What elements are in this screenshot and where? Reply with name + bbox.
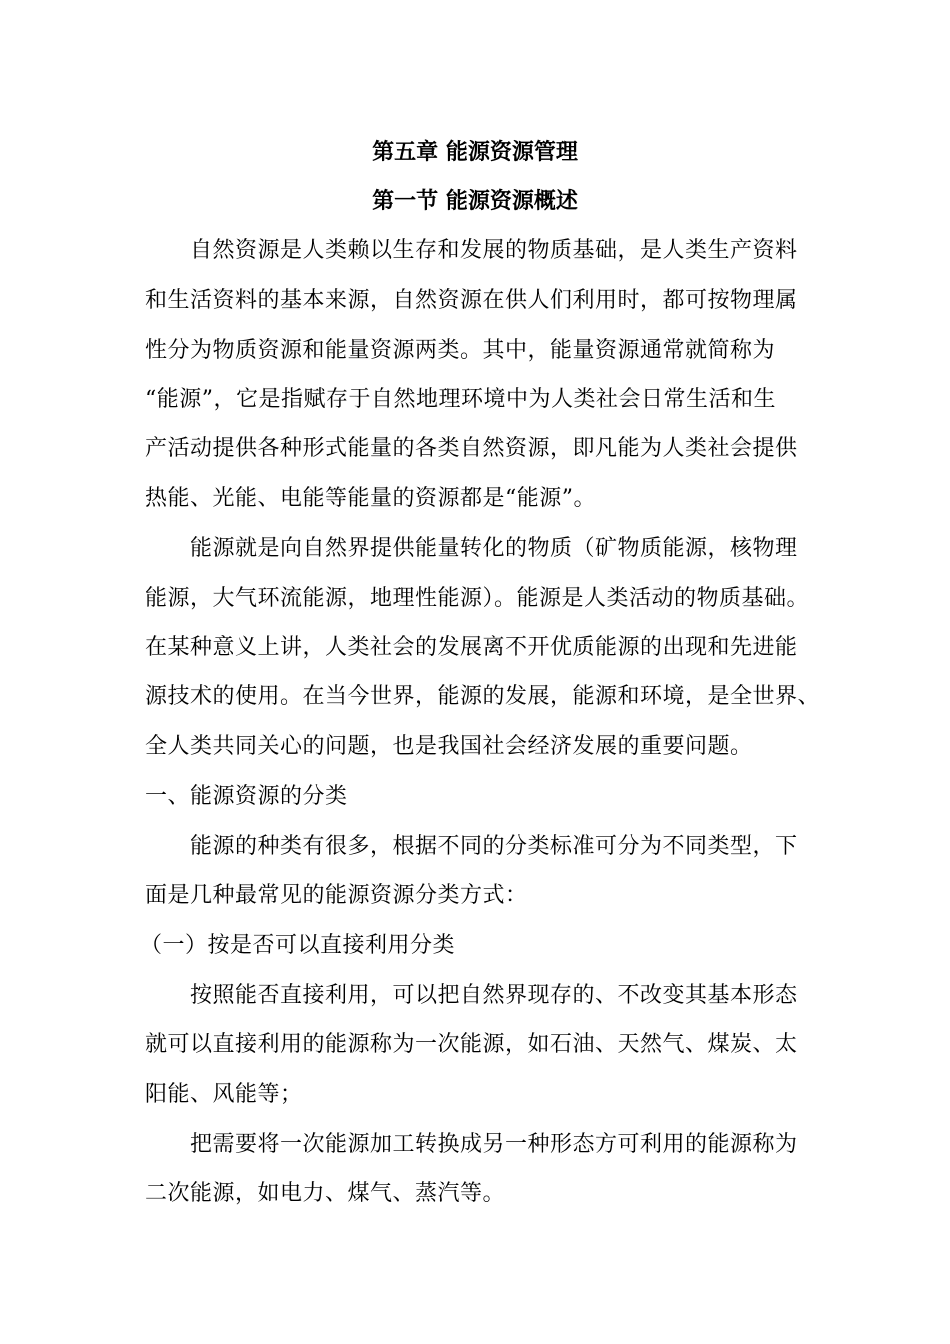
para1-line-1: 自然资源是人类赖以生存和发展的物质基础，是人类生产资料 xyxy=(190,238,798,263)
para2-line-5: 全人类共同关心的问题，也是我国社会经济发展的重要问题。 xyxy=(145,734,753,759)
para2-line-2: 能源，大气环流能源，地理性能源）。能源是人类活动的物质基础。 xyxy=(145,586,810,611)
para3-line-1: 能源的种类有很多，根据不同的分类标准可分为不同类型，下 xyxy=(190,834,798,859)
heading-classification: 一、能源资源的分类 xyxy=(145,784,348,809)
para2-line-1: 能源就是向自然界提供能量转化的物质（矿物质能源，核物理 xyxy=(190,536,798,561)
para4-line-1: 按照能否直接利用，可以把自然界现存的、不改变其基本形态 xyxy=(190,983,798,1008)
para1-line-2: 和生活资料的基本来源，自然资源在供人们利用时，都可按物理属 xyxy=(145,288,798,313)
para1-line-3: 性分为物质资源和能量资源两类。其中，能量资源通常就简称为 xyxy=(145,338,776,363)
para3-line-2: 面是几种最常见的能源资源分类方式： xyxy=(145,883,528,908)
para5-line-2: 二次能源，如电力、煤气、蒸汽等。 xyxy=(145,1181,506,1206)
para2-line-4: 源技术的使用。在当今世界，能源的发展，能源和环境，是全世界、 xyxy=(145,684,821,709)
para4-line-3: 阳能、风能等； xyxy=(145,1082,303,1107)
section-title: 第一节 能源资源概述 xyxy=(372,188,578,214)
para4-line-2: 就可以直接利用的能源称为一次能源，如石油、天然气、煤炭、太 xyxy=(145,1032,798,1057)
para1-line-5: 产活动提供各种形式能量的各类自然资源，即凡能为人类社会提供 xyxy=(145,436,798,461)
para1-line-4: “能源”，它是指赋存于自然地理环境中为人类社会日常生活和生 xyxy=(145,387,776,412)
para5-line-1: 把需要将一次能源加工转换成另一种形态方可利用的能源称为 xyxy=(190,1132,798,1157)
para1-line-6: 热能、光能、电能等能量的资源都是“能源”。 xyxy=(145,486,596,511)
heading-direct-use: （一）按是否可以直接利用分类 xyxy=(140,933,456,958)
para2-line-3: 在某种意义上讲，人类社会的发展离不开优质能源的出现和先进能 xyxy=(145,635,798,660)
chapter-title: 第五章 能源资源管理 xyxy=(372,139,578,165)
